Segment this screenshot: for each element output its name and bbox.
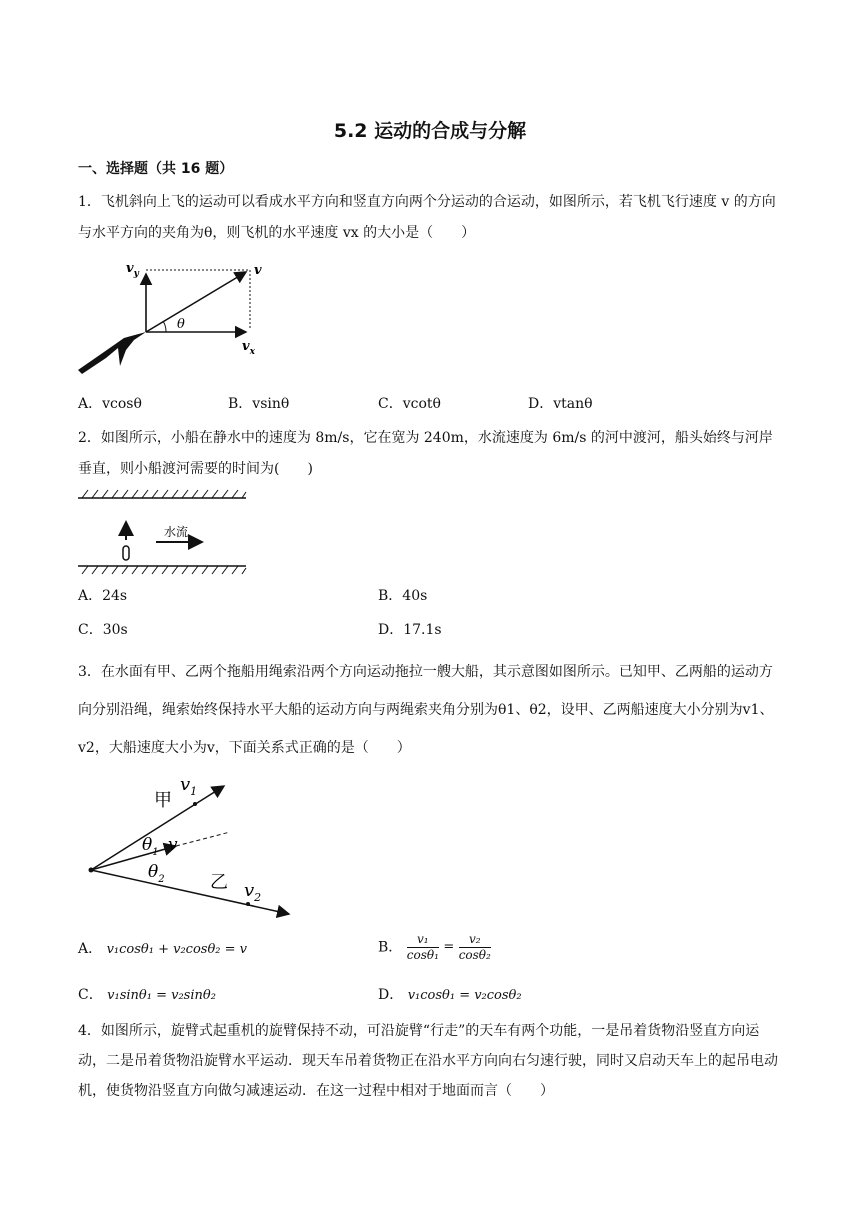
q3-option-b-fraction-1: $\frac{\text{v₁}}{\text{cosθ₁}}$ xyxy=(406,932,439,962)
q3-option-a-formula: v₁cosθ₁ + v₂cosθ₂ = v xyxy=(106,942,247,957)
q1-option-c[interactable]: C．vcotθ xyxy=(378,396,441,412)
page-title: 5.2 运动的合成与分解 xyxy=(333,120,527,142)
theta1-label: $\theta_1$ xyxy=(142,835,159,858)
q3-option-d-formula: v₁cosθ₁ = v₂cosθ₂ xyxy=(407,988,522,1003)
section-heading: 一、选择题（共 16 题） xyxy=(78,161,234,177)
v-vector xyxy=(146,272,246,332)
theta-label: θ xyxy=(177,317,185,332)
v-vector xyxy=(91,846,176,870)
q3-option-b-label: B． xyxy=(378,939,403,956)
q3-option-a[interactable] xyxy=(78,939,247,960)
q2-option-d[interactable]: D．17.1s xyxy=(378,622,442,638)
jia-label: 甲 xyxy=(154,790,172,811)
v-label: v xyxy=(168,835,178,855)
q3-option-c[interactable] xyxy=(78,985,216,1006)
q3-option-d[interactable] xyxy=(378,985,522,1006)
vy-label: $v_y$ xyxy=(126,261,139,279)
question-4-text: 4．如图所示，旋臂式起重机的旋臂保持不动，可沿旋臂“行走”的天车有两个功能，一是吊着货物沿竖直方向运动，二是吊着货物沿旋臂水平运动．现天车吊着货物正在沿水平方向向右匀速行驶，同时又启动天车上的起吊电动机，使货物沿竖直方向做匀减速运动．在这一过程中相对于地面而言（ ） xyxy=(78,1023,778,1099)
airplane-icon xyxy=(78,332,146,374)
question-3-figure xyxy=(84,770,300,922)
q3-option-a-label: A． xyxy=(78,941,103,957)
boat-icon xyxy=(123,546,129,560)
yi-label: 乙 xyxy=(210,872,228,893)
q3-option-b-fraction-2: $\frac{\text{v₂}}{\text{cosθ₂}}$ xyxy=(458,932,491,962)
q1-option-a[interactable]: A．vcosθ xyxy=(78,396,142,412)
water-flow-label: 水流 xyxy=(164,525,189,539)
question-1-figure xyxy=(74,258,274,382)
theta2-label: $\theta_2$ xyxy=(148,862,165,885)
q2-option-b[interactable]: B．40s xyxy=(378,588,428,604)
q3-option-b[interactable] xyxy=(378,932,491,963)
v1-label: $v_1$ xyxy=(180,774,198,798)
vx-label: $v_x$ xyxy=(242,339,255,357)
q3-option-b-equals: = xyxy=(443,939,455,955)
q1-option-d[interactable]: D．vtanθ xyxy=(528,396,593,412)
v-label: v xyxy=(254,263,262,278)
q2-option-c[interactable]: C．30s xyxy=(78,622,128,638)
v2-label: $v_2$ xyxy=(244,880,262,904)
question-3-text: 3．在水面有甲、乙两个拖船用绳索沿两个方向运动拖拉一艘大船，其示意图如图所示。已知甲、乙两船的运动方向分别沿绳，绳索始终保持水平大船的运动方向与两绳索夹角分别为θ1、θ2，设甲、乙两船速度大小分别为v1、v2，大船速度大小为v，下面关系式正确的是（ ） xyxy=(78,664,774,756)
q3-option-c-label: C． xyxy=(78,987,103,1003)
question-2-text: 2．如图所示，小船在静水中的速度为 8m/s，它在宽为 240m，水流速度为 6m/s 的河中渡河，船头始终与河岸垂直，则小船渡河需要的时间为( ) xyxy=(78,430,773,477)
q3-option-d-label: D． xyxy=(378,987,404,1003)
question-1-text: 1．飞机斜向上飞的运动可以看成水平方向和竖直方向两个分运动的合运动，如图所示，若飞机飞行速度 v 的方向与水平方向的夹角为θ，则飞机的水平速度 vx 的大小是（ ） xyxy=(78,194,776,241)
q2-option-a[interactable]: A．24s xyxy=(78,588,128,604)
question-2-figure xyxy=(76,486,248,576)
q3-option-c-formula: v₁sinθ₁ = v₂sinθ₂ xyxy=(107,988,216,1003)
q1-option-b[interactable]: B．vsinθ xyxy=(228,396,290,412)
